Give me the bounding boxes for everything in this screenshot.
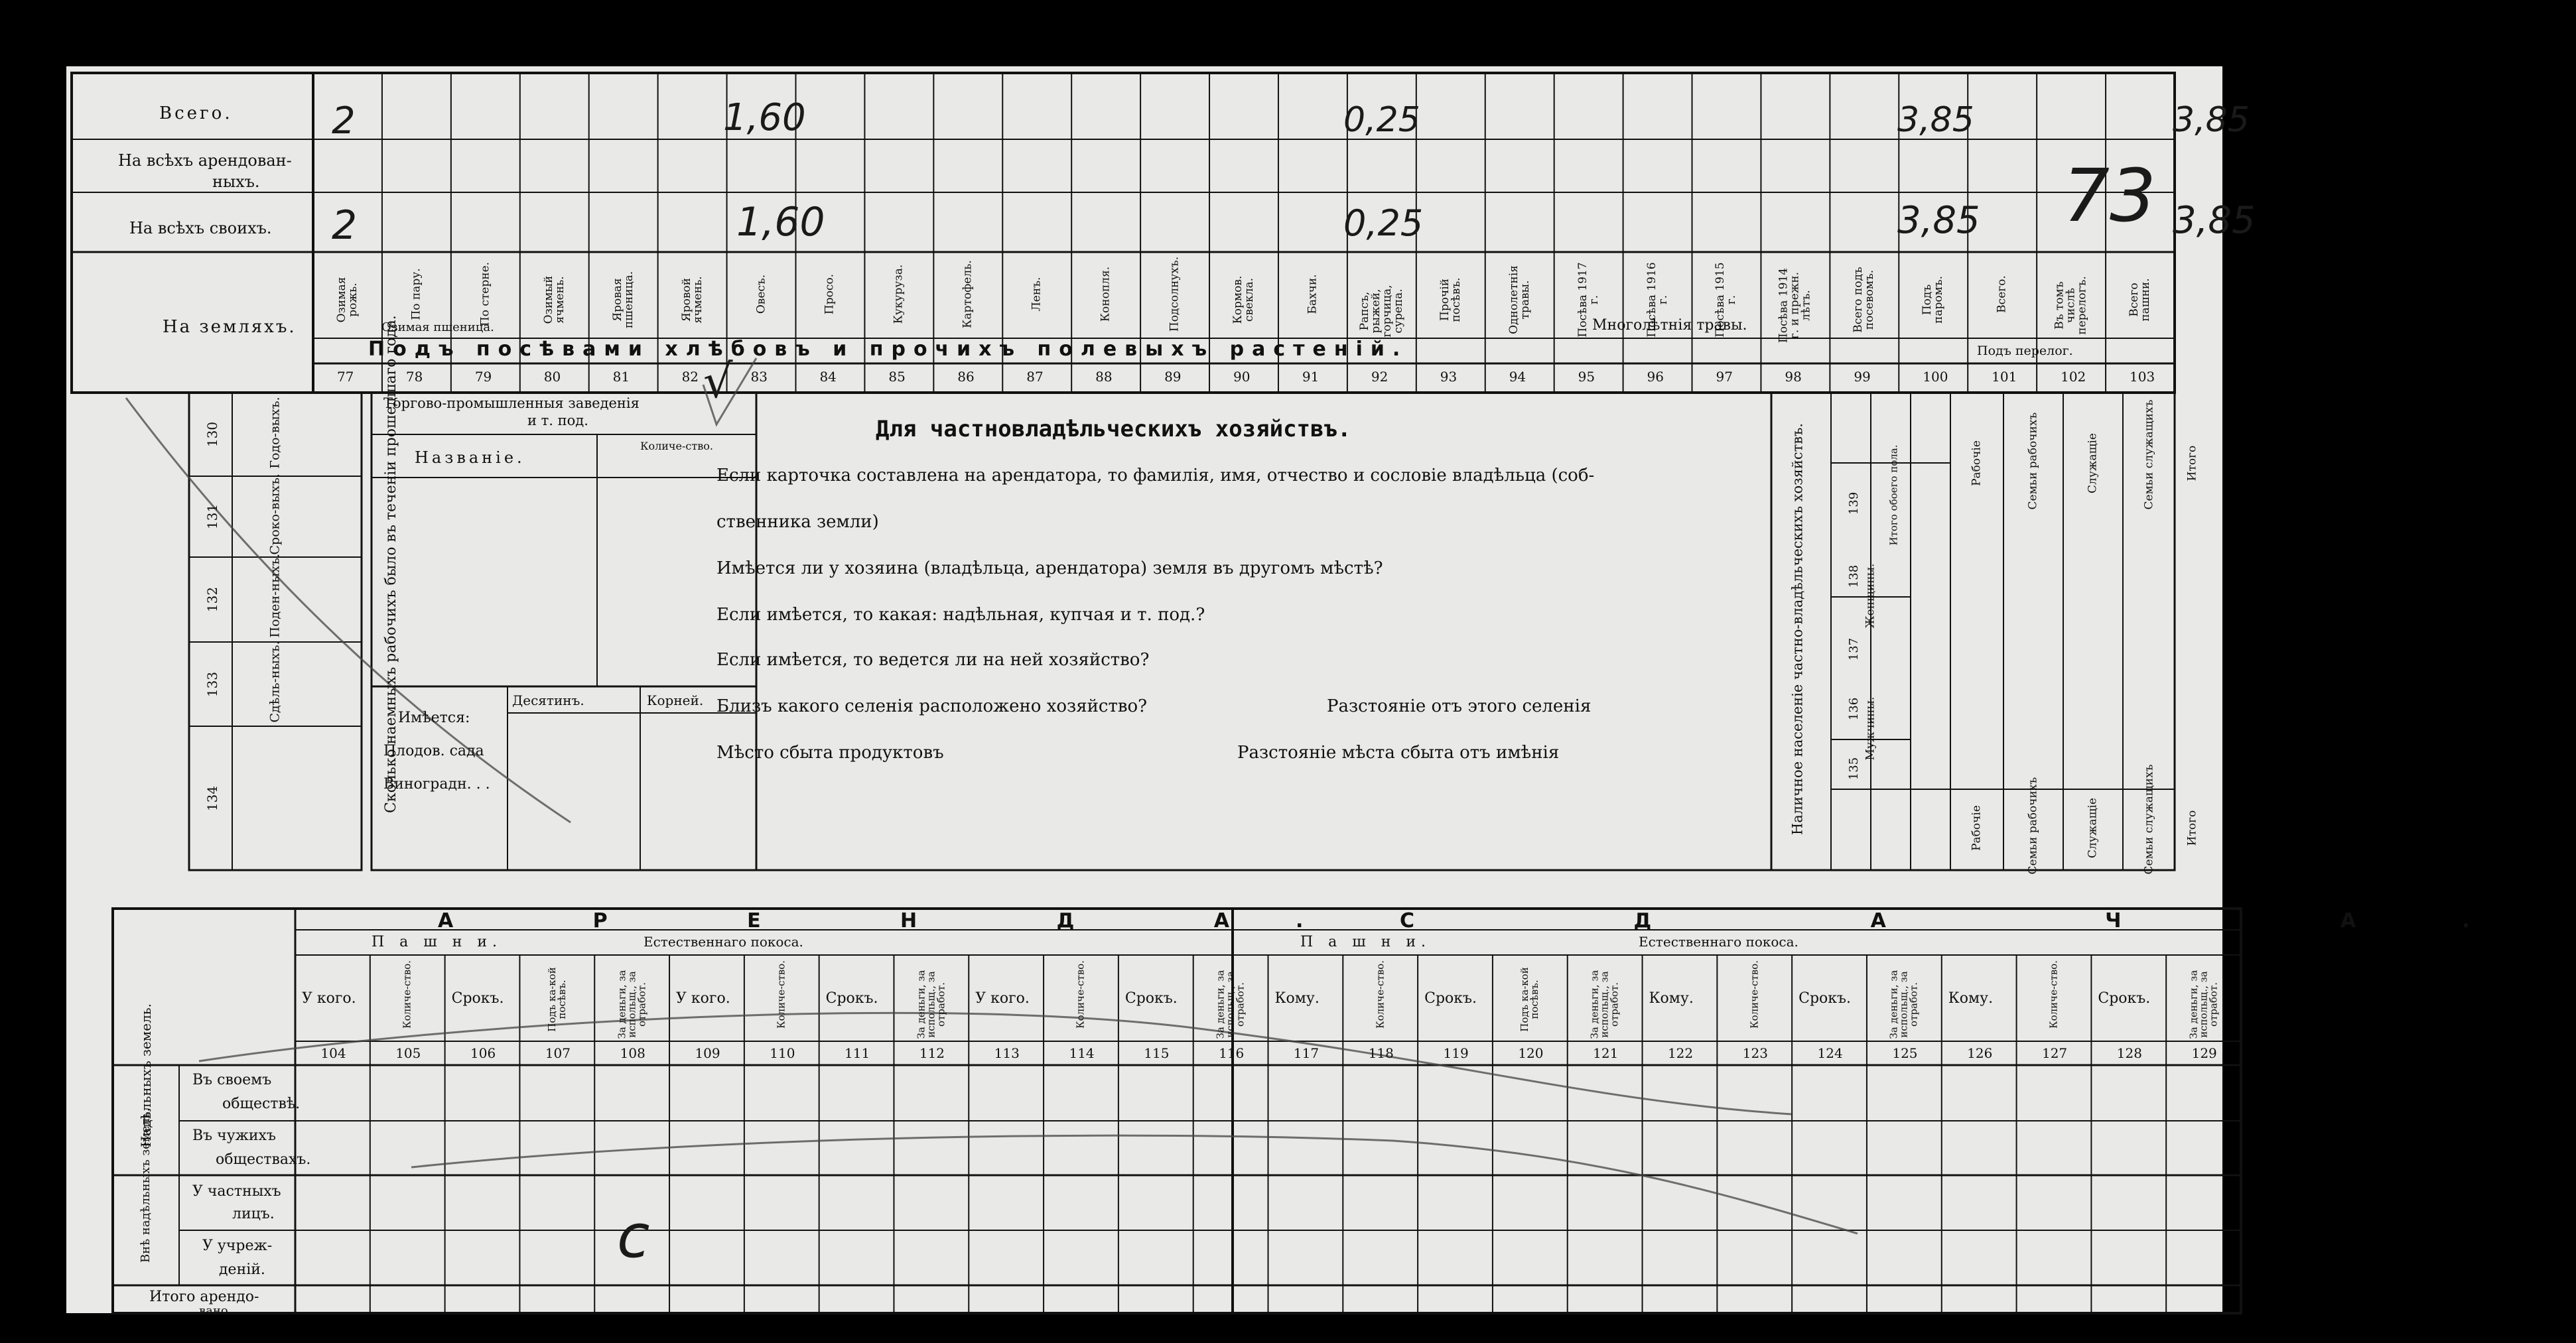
group-perelog: Подъ перелог. [1977,344,2073,358]
population-right-col-top: Семьи рабочихъ [2026,412,2040,510]
crop-col-label: Яровой ячмень. [679,276,705,324]
hand-own-rye: 2 [332,202,358,249]
workers-title: Сколько наемныхъ рабочихъ было въ теченіи прошедшаго года. [383,315,399,813]
lease-col-label: Подъ ка-кой посѣвъ. [1519,967,1541,1032]
lease-col-number: 114 [1069,1045,1095,1061]
lease-col-number: 120 [1518,1045,1544,1061]
population-right-col-bottom: Служащіе [2086,798,2100,858]
lease-col-label: За деньги, за испольщ., за отработ. [1214,970,1247,1039]
lease-col-label: Количе-ство. [775,960,787,1029]
private-q6-distance: Разстояніе мѣста сбыта отъ имѣнія [1237,743,1560,763]
crop-col-number: 98 [1785,369,1802,385]
trade-name-header: Названіе. [415,448,525,467]
population-title: Наличное населеніе частно-владѣльческихъ хозяйствъ. [1789,422,1806,836]
crop-col-number: 80 [543,369,561,385]
population-right-col-top: Служащіе [2086,433,2100,493]
fruit-roots-header: Корней. [647,692,704,708]
crop-col-label: По стерне. [478,261,492,327]
hand-check-mark: √ [703,354,733,409]
row-private-persons: У частныхъ [192,1183,281,1200]
lease-col-label: Кому. [1649,990,1694,1007]
crop-col-label: Посѣва 1915 г. [1714,262,1739,338]
lease-col-number: 106 [470,1045,496,1061]
trade-title-2: и т. под. [527,413,588,428]
workers-col-label: Сдѣль-ныхъ. [267,640,283,722]
lease-col-number: 121 [1593,1045,1619,1061]
crop-col-number: 90 [1233,369,1251,385]
sdacha-pokos: Естественнаго покоса. [1639,934,1798,950]
group-ozimaya: Озимая пшеница. [381,320,494,334]
row-own-society-2: обществѣ. [222,1096,301,1112]
crop-col-number: 88 [1095,369,1113,385]
fruit-desyatin-header: Десятинъ. [512,692,584,708]
row-institutions: У учреж- [202,1238,273,1254]
hand-bottom-mark: с [617,1202,650,1271]
population-women: Женщины. [1864,563,1877,629]
population-men: Мужчины. [1864,696,1877,761]
crop-col-label: Кукуруза. [892,264,906,324]
workers-col-number: 133 [204,671,220,697]
nadel-group-label: Надѣльныхъ земель. [138,1003,154,1147]
lease-col-number: 118 [1368,1045,1394,1061]
lease-col-number: 108 [620,1045,645,1061]
lease-col-label: Кому. [1274,990,1320,1007]
crop-col-number: 97 [1716,369,1733,385]
group-mnogoletnie: Многолѣтнія травы. [1592,317,1747,334]
hand-total-sown: 3,85 [1897,100,1974,140]
lease-col-label: За деньги, за испольщ., за отработ. [2187,970,2220,1039]
population-col-number: 138 [1847,564,1861,588]
lease-col-number: 116 [1219,1045,1245,1061]
crop-col-label: Озимая рожь. [334,277,360,323]
lease-col-number: 126 [1967,1045,1993,1061]
workers-col-label: Сроко-выхъ. [267,473,283,555]
population-right-col-bottom: Семьи рабочихъ [2026,777,2040,875]
lease-col-label: Срокъ. [1798,990,1852,1007]
lease-col-number: 129 [2191,1045,2217,1061]
population-right-col-top: Семьи служащихъ [2142,399,2156,510]
lease-col-label: Количе-ство. [1374,960,1387,1029]
lease-col-number: 107 [545,1045,571,1061]
lease-col-number: 112 [919,1045,945,1061]
lease-col-number: 117 [1293,1045,1320,1061]
private-title: Для частновладѣльческихъ хозяйствъ. [876,416,1351,442]
lease-col-number: 124 [1817,1045,1843,1061]
population-col-number: 137 [1847,637,1861,661]
row-own-society: Въ своемъ [192,1072,272,1088]
workers-col-number: 134 [204,785,220,811]
row-other-society: Въ чужихъ [192,1127,276,1144]
crop-col-number: 85 [888,369,906,385]
lease-col-number: 115 [1144,1045,1170,1061]
row-private-persons-2: лицъ. [232,1206,275,1222]
trade-title: Торгово-промышленныя заведенія [383,395,640,411]
trade-qty-header: Количе-ство. [640,440,713,452]
crop-col-number: 84 [819,369,837,385]
crop-col-number: 79 [474,369,492,385]
lease-col-number: 127 [2041,1045,2068,1061]
private-q4: Если имѣется, то ведется ли на ней хозяйство? [716,650,1150,670]
crop-col-number: 87 [1026,369,1044,385]
crop-col-number: 95 [1578,369,1595,385]
population-right-col-bottom: Рабочіе [1970,805,1984,851]
lease-col-number: 111 [845,1045,870,1061]
lease-col-label: Кому. [1948,990,1994,1007]
sown-banner: Подъ посѣвами хлѣбовъ и прочихъ полевыхъ растеній. [368,338,1408,361]
crop-col-number: 81 [612,369,630,385]
private-q2: Имѣется ли у хозяина (владѣльца, арендатора) земля въ другомъ мѣстѣ? [716,558,1383,578]
crop-col-label: Конопля. [1099,266,1113,322]
lease-col-label: У кого. [676,990,730,1007]
crop-col-label: Ленъ. [1030,277,1044,312]
hand-own-arable: 3,85 [2173,199,2256,242]
crop-col-label: Рапсъ, рыжей, горчица, сурепа. [1357,285,1405,338]
crop-col-label: Прочій посѣвъ. [1438,277,1463,322]
crop-col-label: Однолетнія травы. [1507,265,1532,334]
row-total-leased-2: вано. [199,1304,232,1318]
lease-col-label: Срокъ. [1424,990,1477,1007]
hand-own-barley: 1,60 [736,199,825,245]
lease-col-label: За деньги, за испольщ., за отработ. [616,970,648,1039]
private-q5-distance: Разстояніе отъ этого селенія [1327,696,1592,716]
population-col-number: 136 [1847,697,1861,721]
crop-col-number: 89 [1164,369,1182,385]
fruit-vineyards: Виноградн. . . [383,776,490,793]
workers-col-number: 132 [204,586,220,613]
crop-col-label: Просо. [823,273,837,315]
crop-col-label: Всего. [1995,275,2009,313]
crop-col-number: 92 [1371,369,1389,385]
lease-col-label: Количе-ство. [1074,960,1087,1029]
crop-col-label: Бахчи. [1306,274,1320,314]
lease-col-number: 125 [1892,1045,1918,1061]
workers-col-number: 131 [204,503,220,530]
arenda-banner: А Р Е Н Д А. [438,909,1370,932]
lease-col-label: Количе-ство. [401,960,413,1029]
lease-col-label: Количе-ство. [2047,960,2060,1029]
population-right-col-top: Итого [2185,445,2199,481]
private-q5: Близъ какого селенія расположено хозяйство? [716,696,1148,716]
crop-col-number: 82 [681,369,699,385]
crop-col-number: 77 [336,369,354,385]
population-col-number: 139 [1847,491,1861,515]
lease-col-number: 104 [320,1045,346,1061]
row-label-own: На всѣхъ своихъ. [129,219,272,237]
crop-col-number: 94 [1509,369,1526,385]
crop-col-label: Всего подъ посевомъ. [1852,267,1877,333]
lease-col-label: У кого. [302,990,356,1007]
crop-col-label: Подъ паромъ. [1921,275,1946,324]
private-q3: Если имѣется, то какая: надѣльная, купчая и т. под.? [716,605,1205,625]
row-institutions-2: деній. [219,1261,265,1278]
crop-col-label: Въ томъ числѣ перелогъ. [2053,276,2089,335]
lease-col-number: 122 [1667,1045,1694,1061]
hand-own-fallow: 73 [2063,153,2156,238]
population-right-col-bottom: Семьи служащихъ [2142,764,2156,875]
workers-col-label: Поден-ныхъ. [267,553,283,638]
hand-total-barley: 1,60 [723,96,806,139]
crop-col-label: Озимый ячмень. [541,275,567,324]
row-other-society-2: обществахъ. [216,1151,311,1168]
row-label-rented: На всѣхъ арендован- [118,151,292,170]
crop-col-number: 102 [2061,369,2086,385]
arenda-pashni: П а ш н и. [372,934,503,950]
private-q1-cont: ственника земли) [716,512,879,532]
lease-col-number: 119 [1443,1045,1469,1061]
population-total-both: Итого обоего пола. [1887,444,1900,546]
crop-col-label: Посѣва 1916 г. [1645,262,1670,338]
crop-col-label: По пару. [409,268,423,320]
crop-col-number: 83 [750,369,768,385]
private-q6: Мѣсто сбыта продуктовъ [716,743,944,763]
crop-col-label: Подсолнухъ. [1168,256,1182,332]
private-q1: Если карточка составлена на арендатора, то фамилія, имя, отчество и сословіе владѣльца (соб- [716,466,1595,485]
fruit-gardens: Плодов. сада [383,743,484,759]
sdacha-pashni: П а ш н и. [1300,934,1432,950]
lease-col-label: За деньги, за испольщ., за отработ. [915,970,947,1039]
lease-col-number: 109 [695,1045,720,1061]
lease-col-label: Подъ ка-кой посѣвъ. [545,967,568,1032]
lease-col-number: 110 [770,1045,795,1061]
crop-col-number: 91 [1302,369,1320,385]
census-card-sheet [66,66,2576,1318]
hand-own-sown: 3,85 [1897,199,1980,242]
lease-col-label: У кого. [975,990,1030,1007]
lease-col-label: За деньги, за испольщ., за отработ. [1887,970,1920,1039]
lease-col-label: Количе-ство. [1748,960,1761,1029]
workers-col-label: Годо-выхъ. [267,397,283,469]
crop-col-number: 96 [1647,369,1664,385]
lease-col-label: Срокъ. [2098,990,2151,1007]
crop-col-label: Картофель. [961,260,975,328]
crop-col-number: 99 [1854,369,1871,385]
crop-col-number: 78 [405,369,423,385]
lease-col-label: Срокъ. [1124,990,1178,1007]
population-right-col-top: Рабочіе [1970,440,1984,486]
hand-own-melons: 0,25 [1343,202,1424,244]
lease-col-label: За деньги, за испольщ., за отработ. [1588,970,1621,1039]
hand-total-melons: 0,25 [1343,100,1420,140]
population-right-col-bottom: Итого [2185,810,2199,846]
crop-col-label: Овесъ. [754,274,768,314]
hand-total-rye: 2 [332,99,356,143]
crop-col-number: 103 [2130,369,2155,385]
crop-col-number: 101 [1992,369,2017,385]
crop-col-label: Посѣва 1914 г. и прежн. лѣтъ. [1777,267,1813,344]
row-label-lands: На земляхъ. [163,317,297,337]
crop-col-label: Яровая пшеница. [610,271,636,329]
nonnadel-group-label: Внѣ надѣльныхъ земель. [139,1108,153,1263]
crop-col-label: Кормов. свекла. [1231,275,1256,324]
crop-col-number: 100 [1923,369,1948,385]
arenda-pokos: Естественнаго покоса. [644,934,803,950]
crop-col-number: 93 [1440,369,1457,385]
lease-col-number: 128 [2116,1045,2142,1061]
sdacha-banner: С Д А Ч А. [1400,909,2576,932]
row-total-leased: Итого арендо- [149,1289,259,1305]
lease-col-number: 105 [395,1045,421,1061]
row-label-rented-2: ныхъ. [212,172,260,191]
lease-col-number: 113 [994,1045,1020,1061]
crop-col-number: 86 [957,369,975,385]
workers-col-number: 130 [204,421,220,448]
fruit-has: Имѣется: [398,710,470,726]
population-col-number: 135 [1847,757,1861,781]
crop-col-label: Всего пашни. [2128,278,2153,322]
hand-total-arable: 3,85 [2173,100,2250,140]
lease-col-label: Срокъ. [825,990,878,1007]
lease-col-label: Срокъ. [451,990,504,1007]
crop-col-label: Посѣва 1917 г. [1576,262,1601,338]
row-label-total: Всего. [159,103,233,123]
lease-col-number: 123 [1742,1045,1768,1061]
